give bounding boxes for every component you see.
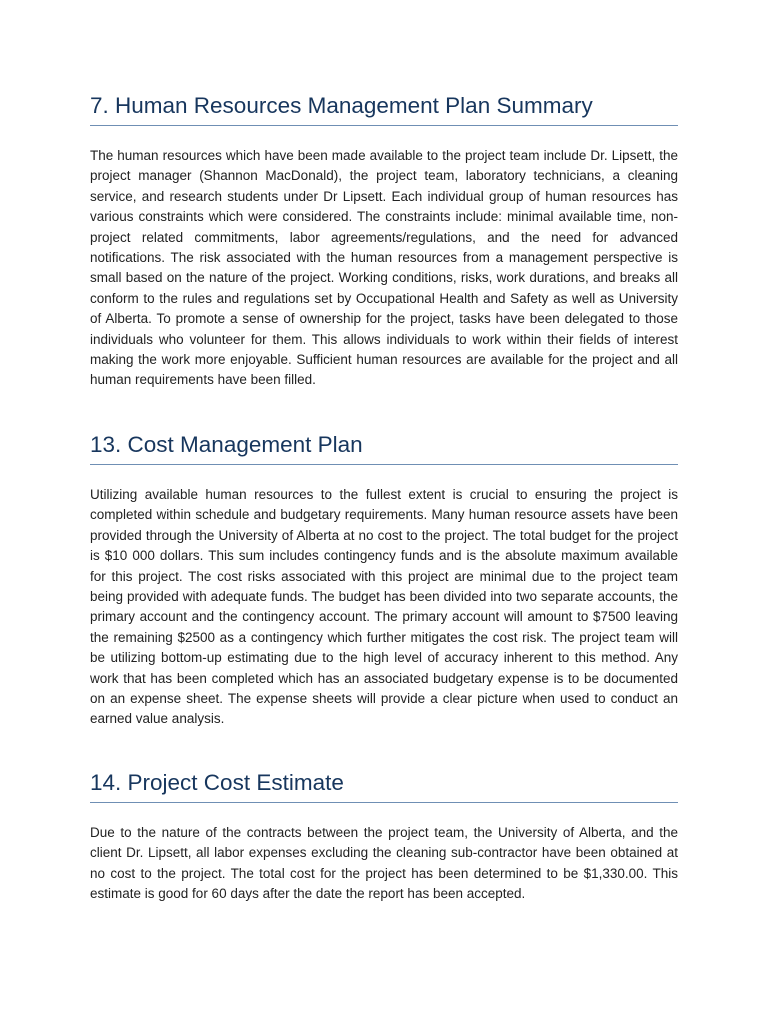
section-project-cost-estimate: [90, 769, 678, 905]
section-cost-management-plan: [90, 431, 678, 730]
section-paragraph: The human resources which have been made available to the project team include Dr. Lipsett, the project manager (Shannon MacDonald), the project team, laboratory technicians, a cleaning service, and research students under Dr Lipsett. Each individual group of human resources has various constraints which were considered. The constraints include: minimal available time, non-project related commitments, labor agreements/regulations, and the need for advanced notifications. The risk associated with the human resources from a management perspective is small based on the nature of the project. Working conditions, risks, work durations, and breaks all conform to the rules and regulations set by Occupational Health and Safety as well as University of Alberta. To promote a sense of ownership for the project, tasks have been delegated to those individuals who volunteer for them. This allows individuals to work within their fields of interest making the work more enjoyable. Sufficient human resources are available for the project and all human requirements have been filled.: [90, 148, 678, 388]
section-heading: 7. Human Resources Management Plan Summary: [90, 92, 678, 126]
section-paragraph: Due to the nature of the contracts between the project team, the University of Alberta, and the client Dr. Lipsett, all labor expenses excluding the cleaning sub-contractor have been obtained at no cost to the project. The total cost for the project has been determined to be $1,330.00. This estimate is good for 60 days after the date the report has been accepted.: [90, 825, 678, 902]
section-heading: 14. Project Cost Estimate: [90, 769, 678, 803]
section-hr-management-plan: [90, 92, 678, 391]
section-heading: 13. Cost Management Plan: [90, 431, 678, 465]
section-paragraph: Utilizing available human resources to the fullest extent is crucial to ensuring the project is completed within schedule and budgetary requirements. Many human resource assets have been provided through the University of Alberta at no cost to the project. The total budget for the project is $10 000 dollars. This sum includes contingency funds and is the absolute maximum available for this project. The cost risks associated with this project are minimal due to the project team being provided with adequate funds. The budget has been divided into two separate accounts, the primary account and the contingency account. The primary account will amount to $7500 leaving the remaining $2500 as a contingency which further mitigates the cost risk. The project team will be utilizing bottom-up estimating due to the high level of accuracy inherent to this method. Any work that has been completed which has an associated budgetary expense is to be documented on an expense sheet. The expense sheets will provide a clear picture when used to conduct an earned value analysis.: [90, 487, 678, 727]
